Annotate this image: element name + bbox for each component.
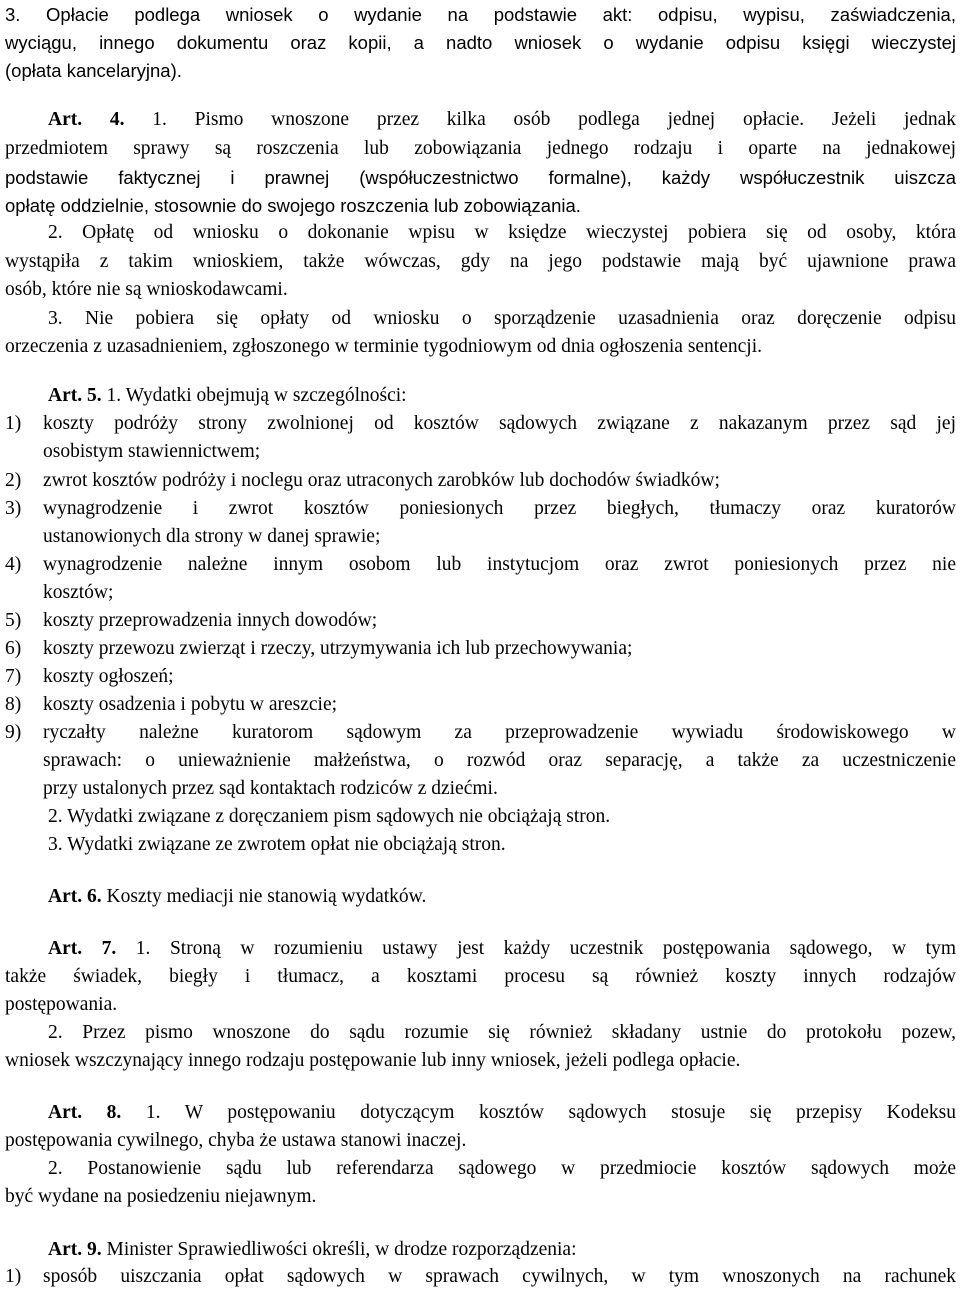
art4-line9: orzeczenia z uzasadnieniem, zgłoszonego w terminie tygodniowym od dnia ogłoszenia sentencji.: [5, 336, 762, 357]
art4-line1: Art. 4. 1. Pismo wnoszone przez kilka osób podlega jednej opłacie. Jeżeli jednak: [48, 109, 956, 130]
art4-heading: Art. 4.: [48, 109, 125, 130]
art4-line4: opłatę oddzielnie, stosownie do swojego roszczenia lub zobowiązania.: [5, 195, 581, 216]
art5-item5: 5) koszty przeprowadzenia innych dowodów;: [5, 610, 378, 631]
art5-item9-line3: przy ustalonych przez sąd kontaktach rodziców z dziećmi.: [43, 778, 498, 799]
art7-line1: Art. 7. 1. Stroną w rozumieniu ustawy jest każdy uczestnik postępowania sądowego, w tym: [48, 938, 956, 959]
art4-line2: przedmiotem sprawy są roszczenia lub zobowiązania jednego rodzaju i oparte na jednakowej: [5, 138, 956, 159]
art8-heading: Art. 8.: [48, 1102, 122, 1123]
art5-item1-line1: 1) koszty podróży strony zwolnionej od kosztów sądowych związane z nakazanym przez sąd jej: [5, 413, 956, 434]
art8-line2: postępowania cywilnego, chyba że ustawa stanowi inaczej.: [5, 1130, 467, 1151]
art7-line3: postępowania.: [5, 994, 118, 1015]
art5-item4-line1: 4) wynagrodzenie należne innym osobom lub instytucjom oraz zwrot poniesionych przez nie: [5, 554, 956, 575]
art4-line8: 3. Nie pobiera się opłaty od wniosku o sporządzenie uzasadnienia oraz doręczenie odpisu: [48, 308, 956, 329]
art8-line4: być wydane na posiedzeniu niejawnym.: [5, 1186, 317, 1207]
art5-item4-line2: kosztów;: [43, 582, 114, 603]
art9-intro: Art. 9. Minister Sprawiedliwości określi, w drodze rozporządzenia:: [48, 1239, 577, 1260]
para1-line1: 3. Opłacie podlega wniosek o wydanie na podstawie akt: odpisu, wypisu, zaświadczenia,: [5, 4, 956, 25]
art7-line2: także świadek, biegły i tłumacz, a kosztami procesu są również koszty innych rodzajów: [5, 966, 956, 987]
art5-para2: 2. Wydatki związane z doręczaniem pism sądowych nie obciążają stron.: [48, 806, 611, 827]
art5-heading: Art. 5.: [48, 385, 102, 406]
art7-line5: wniosek wszczynający innego rodzaju postępowanie lub inny wniosek, jeżeli podlega opłacie.: [5, 1050, 741, 1071]
art5-item6: 6) koszty przewozu zwierząt i rzeczy, utrzymywania ich lub przechowywania;: [5, 638, 633, 659]
art4-line6: wystąpiła z takim wnioskiem, także wówczas, gdy na jego podstawie mają być ujawnione prawa: [5, 251, 956, 272]
art5-item9-line1: 9) ryczałty należne kuratorom sądowym za przeprowadzenie wywiadu środowiskowego w: [5, 722, 956, 743]
para1-line2: wyciągu, innego dokumentu oraz kopii, a nadto wniosek o wydanie odpisu księgi wieczystej: [5, 32, 956, 53]
art7-heading: Art. 7.: [48, 938, 117, 959]
para1-line3: (opłata kancelaryjna).: [5, 60, 182, 81]
art9-item1: 1) sposób uiszczania opłat sądowych w sprawach cywilnych, w tym wnoszonych na rachunek: [5, 1266, 956, 1287]
art5-item3-line2: ustanowionych dla strony w danej sprawie;: [43, 526, 381, 547]
art4-line5: 2. Opłatę od wniosku o dokonanie wpisu w księdze wieczystej pobiera się od osoby, która: [48, 222, 956, 243]
art7-line4: 2. Przez pismo wnoszone do sądu rozumie się również składany ustnie do protokołu pozew,: [48, 1022, 956, 1043]
art6-line: Art. 6. Koszty mediacji nie stanowią wydatków.: [48, 886, 427, 907]
art5-item7: 7) koszty ogłoszeń;: [5, 666, 174, 687]
art4-line3: podstawie faktycznej i prawnej (współuczestnictwo formalne), każdy współuczestnik uiszcza: [5, 167, 956, 188]
art5-item1-line2: osobistym stawiennictwem;: [43, 441, 261, 462]
art6-heading: Art. 6.: [48, 886, 102, 907]
art5-para3: 3. Wydatki związane ze zwrotem opłat nie obciążają stron.: [48, 834, 506, 855]
art5-item9-line2: sprawach: o unieważnienie małżeństwa, o rozwód oraz separację, a także za uczestniczenie: [43, 750, 956, 771]
art5-item2: 2) zwrot kosztów podróży i noclegu oraz utraconych zarobków lub dochodów świadków;: [5, 470, 720, 491]
art5-intro: Art. 5. 1. Wydatki obejmują w szczególności:: [48, 385, 407, 406]
art8-line3: 2. Postanowienie sądu lub referendarza sądowego w przedmiocie kosztów sądowych może: [48, 1158, 956, 1179]
art9-heading: Art. 9.: [48, 1239, 102, 1260]
art8-line1: Art. 8. 1. W postępowaniu dotyczącym kosztów sądowych stosuje się przepisy Kodeksu: [48, 1102, 956, 1123]
art5-item8: 8) koszty osadzenia i pobytu w areszcie;: [5, 694, 338, 715]
art5-item3-line1: 3) wynagrodzenie i zwrot kosztów poniesionych przez biegłych, tłumaczy oraz kuratorów: [5, 498, 956, 519]
art4-line7: osób, które nie są wnioskodawcami.: [5, 279, 288, 300]
